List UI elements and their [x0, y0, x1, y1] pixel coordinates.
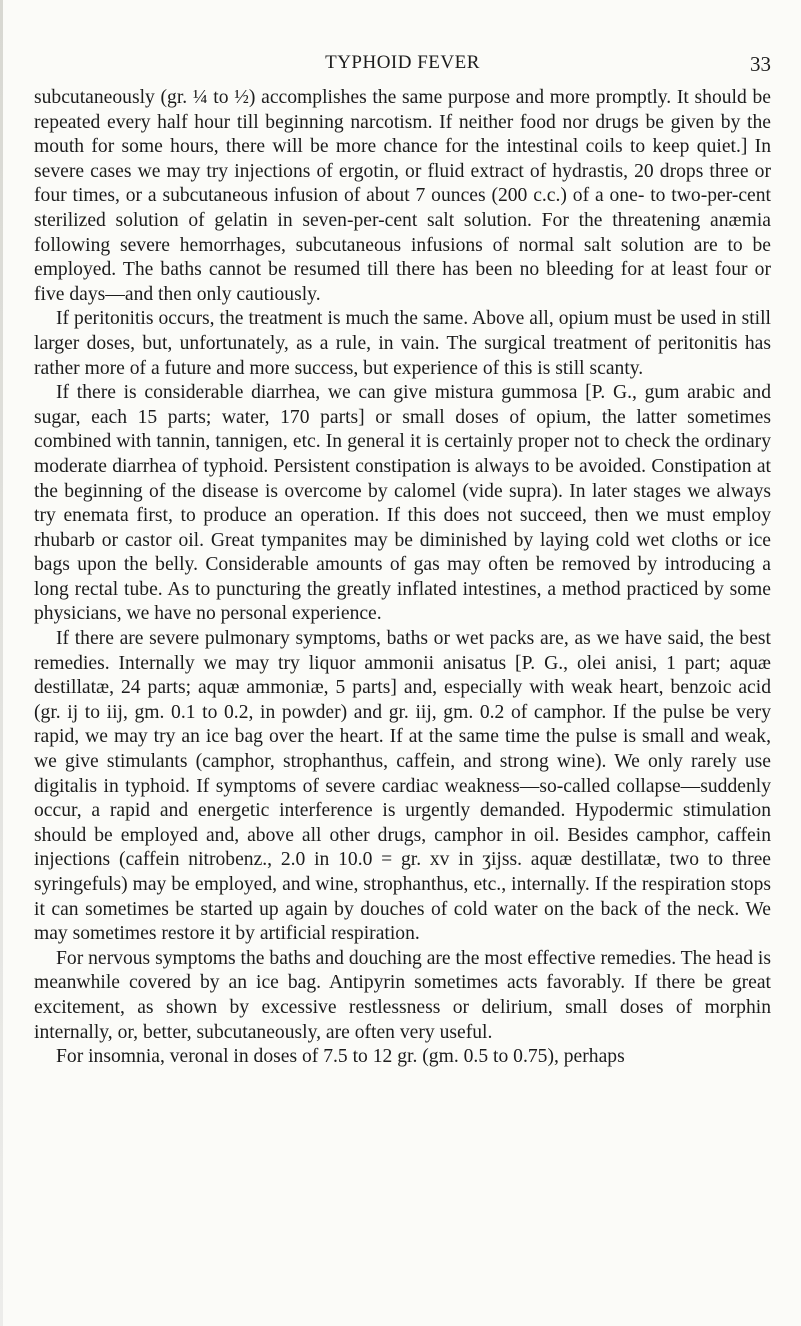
page-edge-shadow [0, 0, 3, 1326]
running-title: TYPHOID FEVER [325, 52, 480, 73]
paragraph-pulmonary-symptoms: If there are severe pulmonary symptoms, baths or wet packs are, as we have said, the best remedies. Internally we may try liquor ammonii anisatus [P. G., olei anisi, 1 part; aquæ destillatæ, 24 parts; aquæ ammoniæ, 5 parts] and, especially with weak heart, benzoic acid (gr. ij to iij, gm. 0.1 to 0.2, in powder) and gr. iij, gm. 0.2 of camphor. If the pulse be very rapid, we may try an ice bag over the heart. If at the same time the pulse is small and weak, we give stimulants (camphor, strophanthus, caffein, and strong wine). We only rarely use digitalis in typhoid. If symptoms of severe cardiac weakness—so-called collapse—suddenly occur, a rapid and energetic interference is urgently demanded. Hypodermic stimulation should be employed and, above all other drugs, camphor in oil. Besides camphor, caffein injections (caffein nitrobenz., 2.0 in 10.0 = gr. xv in ʒijss. aquæ destillatæ, two to three syringefuls) may be employed, and wine, strophanthus, etc., internally. If the respiration stops it can sometimes be started up again by douches of cold water on the back of the neck. We may sometimes restore it by artificial respiration. [34, 628, 771, 945]
paragraph-hemorrhage-continued: subcutaneously (gr. ¼ to ½) accomplishes the same purpose and more promptly. It should be repeated every half hour till beginning narcotism. If neither food nor drugs be given by the mouth for some hours, there will be more chance for the intestinal coils to keep quiet.] In severe cases we may try injections of ergotin, or fluid extract of hydrastis, 20 drops three or four times, or a subcutaneous infusion of about 7 ounces (200 c.c.) of a one- to two-per-cent sterilized solution of gelatin in seven-per-cent salt solution. For the threatening anæmia following severe hemorrhages, subcutaneous infusions of normal salt solution are to be employed. The baths cannot be resumed till there has been no bleeding for at least four or five days—and then only cautiously. [34, 87, 771, 305]
page-number: 33 [750, 52, 771, 76]
page-header [34, 50, 771, 80]
paragraph-peritonitis: If peritonitis occurs, the treatment is much the same. Above all, opium must be used in still larger doses, but, unfortunately, as a rule, in vain. The surgical treatment of peritonitis has rather more of a future and more success, but experience of this is still scanty. [34, 308, 771, 379]
paragraph-diarrhea: If there is considerable diarrhea, we can give mistura gummosa [P. G., gum arabic and sugar, each 15 parts; water, 170 parts] or small doses of opium, the latter sometimes combined with tannin, tannigen, etc. In general it is certainly proper not to check the ordinary moderate diarrhea of typhoid. Persistent constipation is always to be avoided. Constipation at the beginning of the disease is overcome by calomel (vide supra). In later stages we always try enemata first, to produce an operation. If this does not succeed, then we must employ rhubarb or castor oil. Great tympanites may be diminished by laying cold wet cloths or ice bags upon the belly. Considerable amounts of gas may often be removed by introducing a long rectal tube. As to puncturing the greatly inflated intestines, a method practiced by some physicians, we have no personal experience. [34, 382, 771, 625]
paragraph-insomnia: For insomnia, veronal in doses of 7.5 to 12 gr. (gm. 0.5 to 0.75), perhaps [56, 1046, 625, 1068]
paragraph-nervous-symptoms: For nervous symptoms the baths and douching are the most effective remedies. The head is meanwhile covered by an ice bag. Antipyrin sometimes acts favorably. If there be great excitement, as shown by excessive restlessness or delirium, small doses of morphin internally, or, better, subcutaneously, are often very useful. [34, 947, 771, 1043]
body-text [34, 86, 771, 1070]
